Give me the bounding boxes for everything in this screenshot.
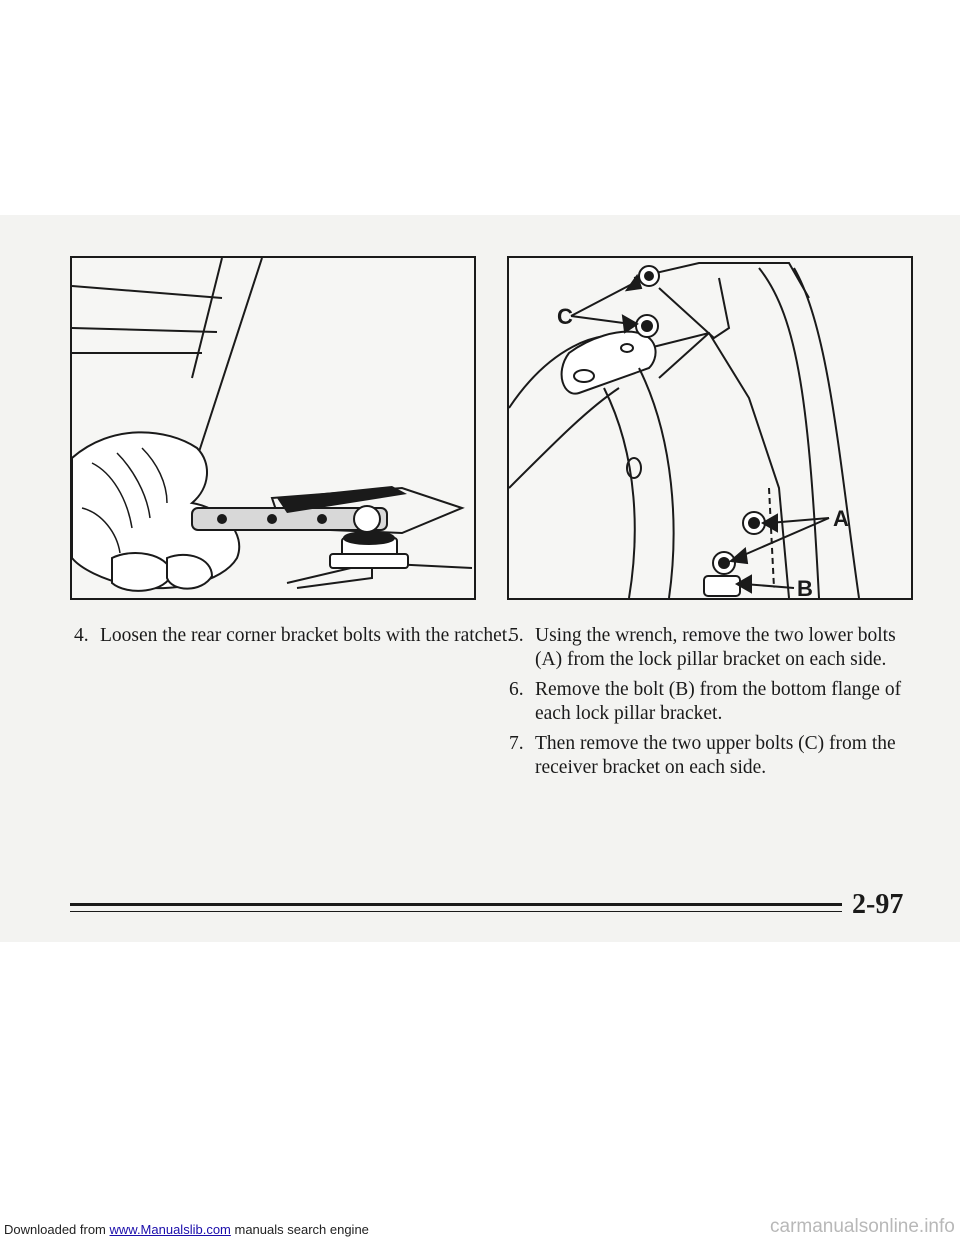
footer-suffix: manuals search engine: [230, 1222, 369, 1237]
callout-b: B: [797, 576, 813, 598]
callout-c: C: [557, 304, 573, 329]
footer-rule-thick: [70, 903, 842, 906]
step-6-number: 6.: [509, 679, 524, 700]
step-4-text: Loosen the rear corner bracket bolts with the ratchet.: [100, 625, 513, 646]
callout-a: A: [833, 506, 849, 531]
step-5-text: Using the wrench, remove the two lower bolts (A) from the lock pillar bracket on each side.: [535, 625, 896, 670]
step-5-number: 5.: [509, 625, 524, 646]
download-footer: [4, 1222, 369, 1237]
manualslib-link[interactable]: www.Manualslib.com: [109, 1222, 231, 1237]
step-6-text: Remove the bolt (B) from the bottom flange of each lock pillar bracket.: [535, 679, 902, 724]
footer-rule-thin: [70, 911, 842, 912]
step-4-number: 4.: [74, 625, 89, 646]
watermark: carmanualsonline.info: [770, 1216, 955, 1237]
step-7-text: Then remove the two upper bolts (C) from the receiver bracket on each side.: [535, 733, 896, 778]
bracket-bolts-illustration: [507, 256, 913, 600]
step-7-number: 7.: [509, 733, 524, 754]
footer-prefix: Downloaded from: [4, 1222, 110, 1237]
ratchet-illustration: [70, 256, 476, 600]
page-number: 2-97: [852, 889, 904, 920]
